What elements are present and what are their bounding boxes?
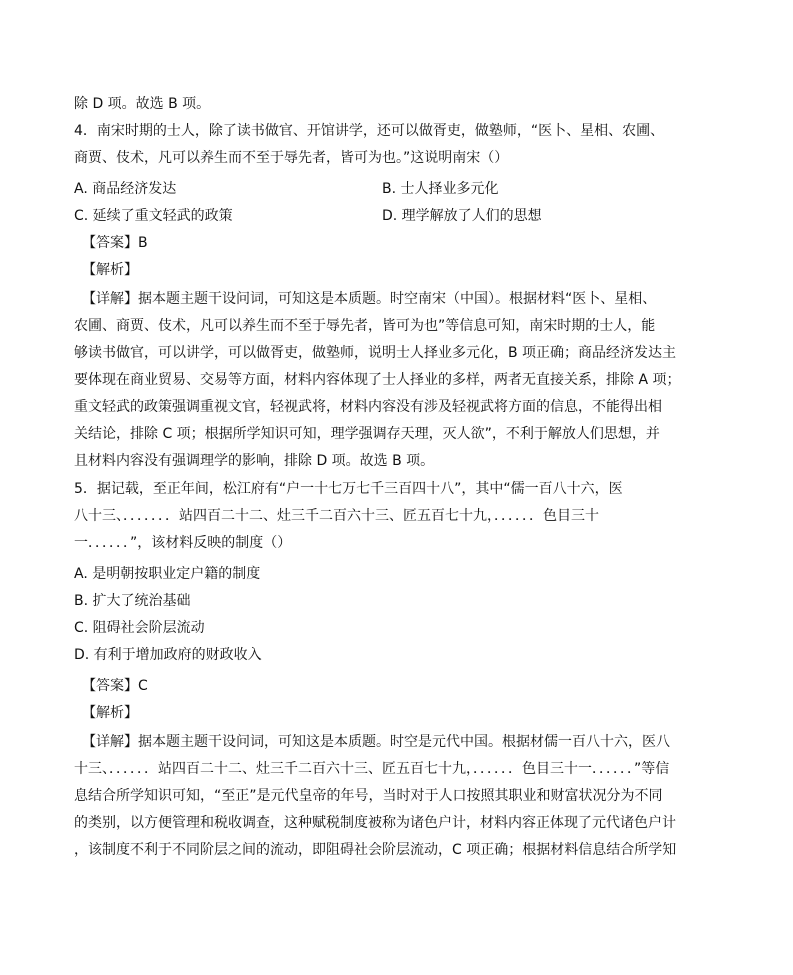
q4-stem-line-1: 4．南宋时期的士人，除了读书做官、开馆讲学，还可以做胥吏，做塾师，“医卜、星相、农圃、 [74, 123, 665, 139]
q4-analysis-heading: 【解析】 [82, 262, 138, 278]
q5-option-c: C. 阻碍社会阶层流动 [74, 620, 205, 636]
q4-option-d: D. 理学解放了人们的思想 [382, 208, 542, 224]
q5-detail-line-3: 息结合所学知识可知，“至正”是元代皇帝的年号，当时对于人口按照其职业和财富状况分为不同 [74, 788, 663, 804]
q4-detail-line-6: 关结论，排除 C 项；根据所学知识可知，理学强调存天理，灭人欲”，不利于解放人们思想，并 [74, 426, 660, 442]
q4-detail-line-4: 要体现在商业贸易、交易等方面，材料内容体现了士人择业的多样，两者无直接关系，排除 A 项； [74, 372, 681, 388]
q5-option-a: A. 是明朝按职业定户籍的制度 [74, 566, 261, 582]
q4-option-b: B. 士人择业多元化 [382, 181, 499, 197]
q4-detail-line-1: 【详解】据本题主题干设问词，可知这是本质题。时空南宋（中国）。根据材料“医卜、星相、 [82, 291, 657, 307]
q5-detail-line-5: ，该制度不利于不同阶层之间的流动，即阻碍社会阶层流动，C 项正确；根据材料信息结合所学知 [74, 842, 677, 858]
q4-option-a: A. 商品经济发达 [74, 181, 177, 197]
q5-detail-line-4: 的类别，以方便管理和税收调查，这种赋税制度被称为诸色户计，材料内容正体现了元代诸色户计 [74, 815, 676, 831]
q5-answer: 【答案】C [82, 678, 148, 694]
q4-stem-line-2: 商贾、伎术，凡可以养生而不至于辱先者，皆可为也。”这说明南宋（） [74, 150, 509, 166]
q5-stem-line-3: 一．．．．．．”，该材料反映的制度（） [74, 535, 292, 551]
q4-detail-line-7: 且材料内容没有强调理学的影响，排除 D 项。故选 B 项。 [74, 453, 435, 469]
q5-option-d: D. 有利于增加政府的财政收入 [74, 647, 262, 663]
q5-option-b: B. 扩大了统治基础 [74, 593, 191, 609]
q4-detail-line-3: 够读书做官，可以讲学，可以做胥吏，做塾师，说明士人择业多元化，B 项正确；商品经济发达主 [74, 345, 677, 361]
q4-detail-line-5: 重文轻武的政策强调重视文官，轻视武将，材料内容没有涉及轻视武将方面的信息，不能得出相 [74, 399, 662, 415]
q4-answer: 【答案】B [82, 235, 148, 251]
q3-tail: 除 D 项。故选 B 项。 [74, 96, 211, 112]
q5-stem-line-2: 八十三、．．．．．．．站四百二十二、灶三千二百六十三、匠五百七十九，．．．．．．色目三十 [74, 508, 599, 524]
q5-analysis-heading: 【解析】 [82, 705, 138, 721]
q5-detail-line-2: 十三、．．．．．．站四百二十二、灶三千二百六十三、匠五百七十九，．．．．．．色目三十一．．．．．．”等信 [74, 761, 670, 777]
q4-option-c: C. 延续了重文轻武的政策 [74, 208, 233, 224]
q5-stem-line-1: 5．据记载，至正年间，松江府有“户一十七万七千三百四十八”，其中“儒一百八十六，医 [74, 481, 623, 497]
q4-detail-line-2: 农圃、商贾、伎术，凡可以养生而不至于辱先者，皆可为也”等信息可知，南宋时期的士人，能 [74, 318, 656, 334]
q5-detail-line-1: 【详解】据本题主题干设问词，可知这是本质题。时空是元代中国。根据材儒一百八十六，医八 [82, 734, 670, 750]
